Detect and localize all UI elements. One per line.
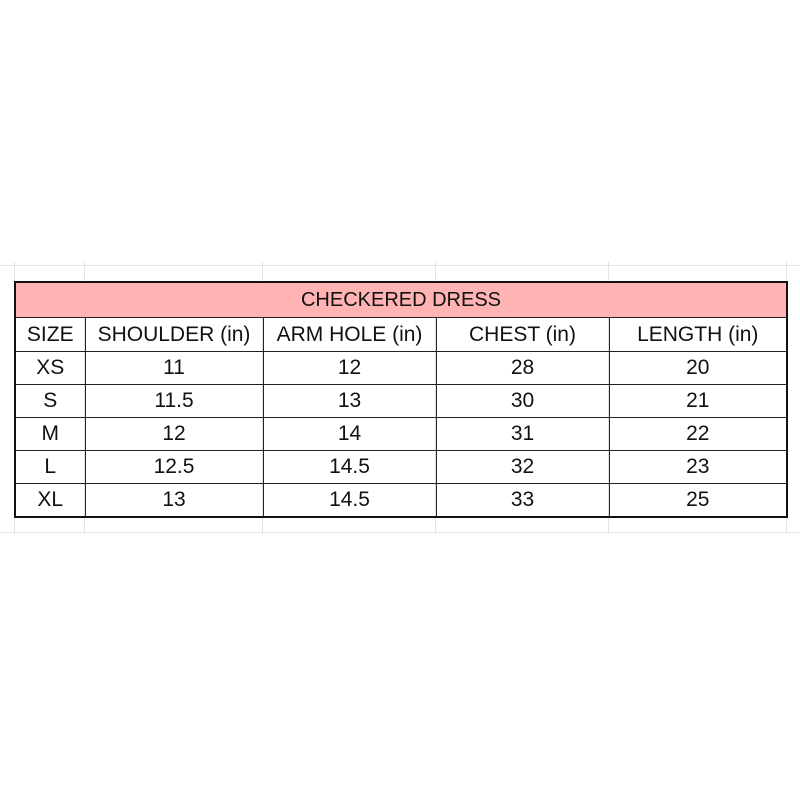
cell-chest: 28 xyxy=(436,352,609,385)
cell-length: 20 xyxy=(609,352,787,385)
cell-shoulder: 11 xyxy=(85,352,263,385)
cell-arm-hole: 12 xyxy=(263,352,436,385)
table-row xyxy=(15,352,787,385)
cell-size: M xyxy=(15,418,85,451)
column-header-chest: CHEST (in) xyxy=(436,318,609,352)
cell-shoulder: 11.5 xyxy=(85,385,263,418)
cell-size: S xyxy=(15,385,85,418)
cell-length: 25 xyxy=(609,484,787,518)
cell-size: L xyxy=(15,451,85,484)
title-row xyxy=(15,282,787,318)
cell-size: XL xyxy=(15,484,85,518)
cell-shoulder: 13 xyxy=(85,484,263,518)
column-header-arm-hole: ARM HOLE (in) xyxy=(263,318,436,352)
cell-chest: 33 xyxy=(436,484,609,518)
gridline xyxy=(0,532,800,533)
cell-arm-hole: 13 xyxy=(263,385,436,418)
cell-shoulder: 12.5 xyxy=(85,451,263,484)
cell-chest: 31 xyxy=(436,418,609,451)
gridline xyxy=(0,265,800,266)
cell-length: 21 xyxy=(609,385,787,418)
header-row xyxy=(15,318,787,352)
column-header-length: LENGTH (in) xyxy=(609,318,787,352)
cell-shoulder: 12 xyxy=(85,418,263,451)
cell-length: 22 xyxy=(609,418,787,451)
cell-chest: 30 xyxy=(436,385,609,418)
table-row xyxy=(15,451,787,484)
cell-length: 23 xyxy=(609,451,787,484)
cell-arm-hole: 14.5 xyxy=(263,484,436,518)
column-header-size: SIZE xyxy=(15,318,85,352)
table-row xyxy=(15,385,787,418)
size-chart-table xyxy=(14,281,788,518)
cell-arm-hole: 14 xyxy=(263,418,436,451)
cell-chest: 32 xyxy=(436,451,609,484)
table-row xyxy=(15,418,787,451)
cell-size: XS xyxy=(15,352,85,385)
table-title: CHECKERED DRESS xyxy=(15,282,787,318)
column-header-shoulder: SHOULDER (in) xyxy=(85,318,263,352)
cell-arm-hole: 14.5 xyxy=(263,451,436,484)
table-row xyxy=(15,484,787,518)
